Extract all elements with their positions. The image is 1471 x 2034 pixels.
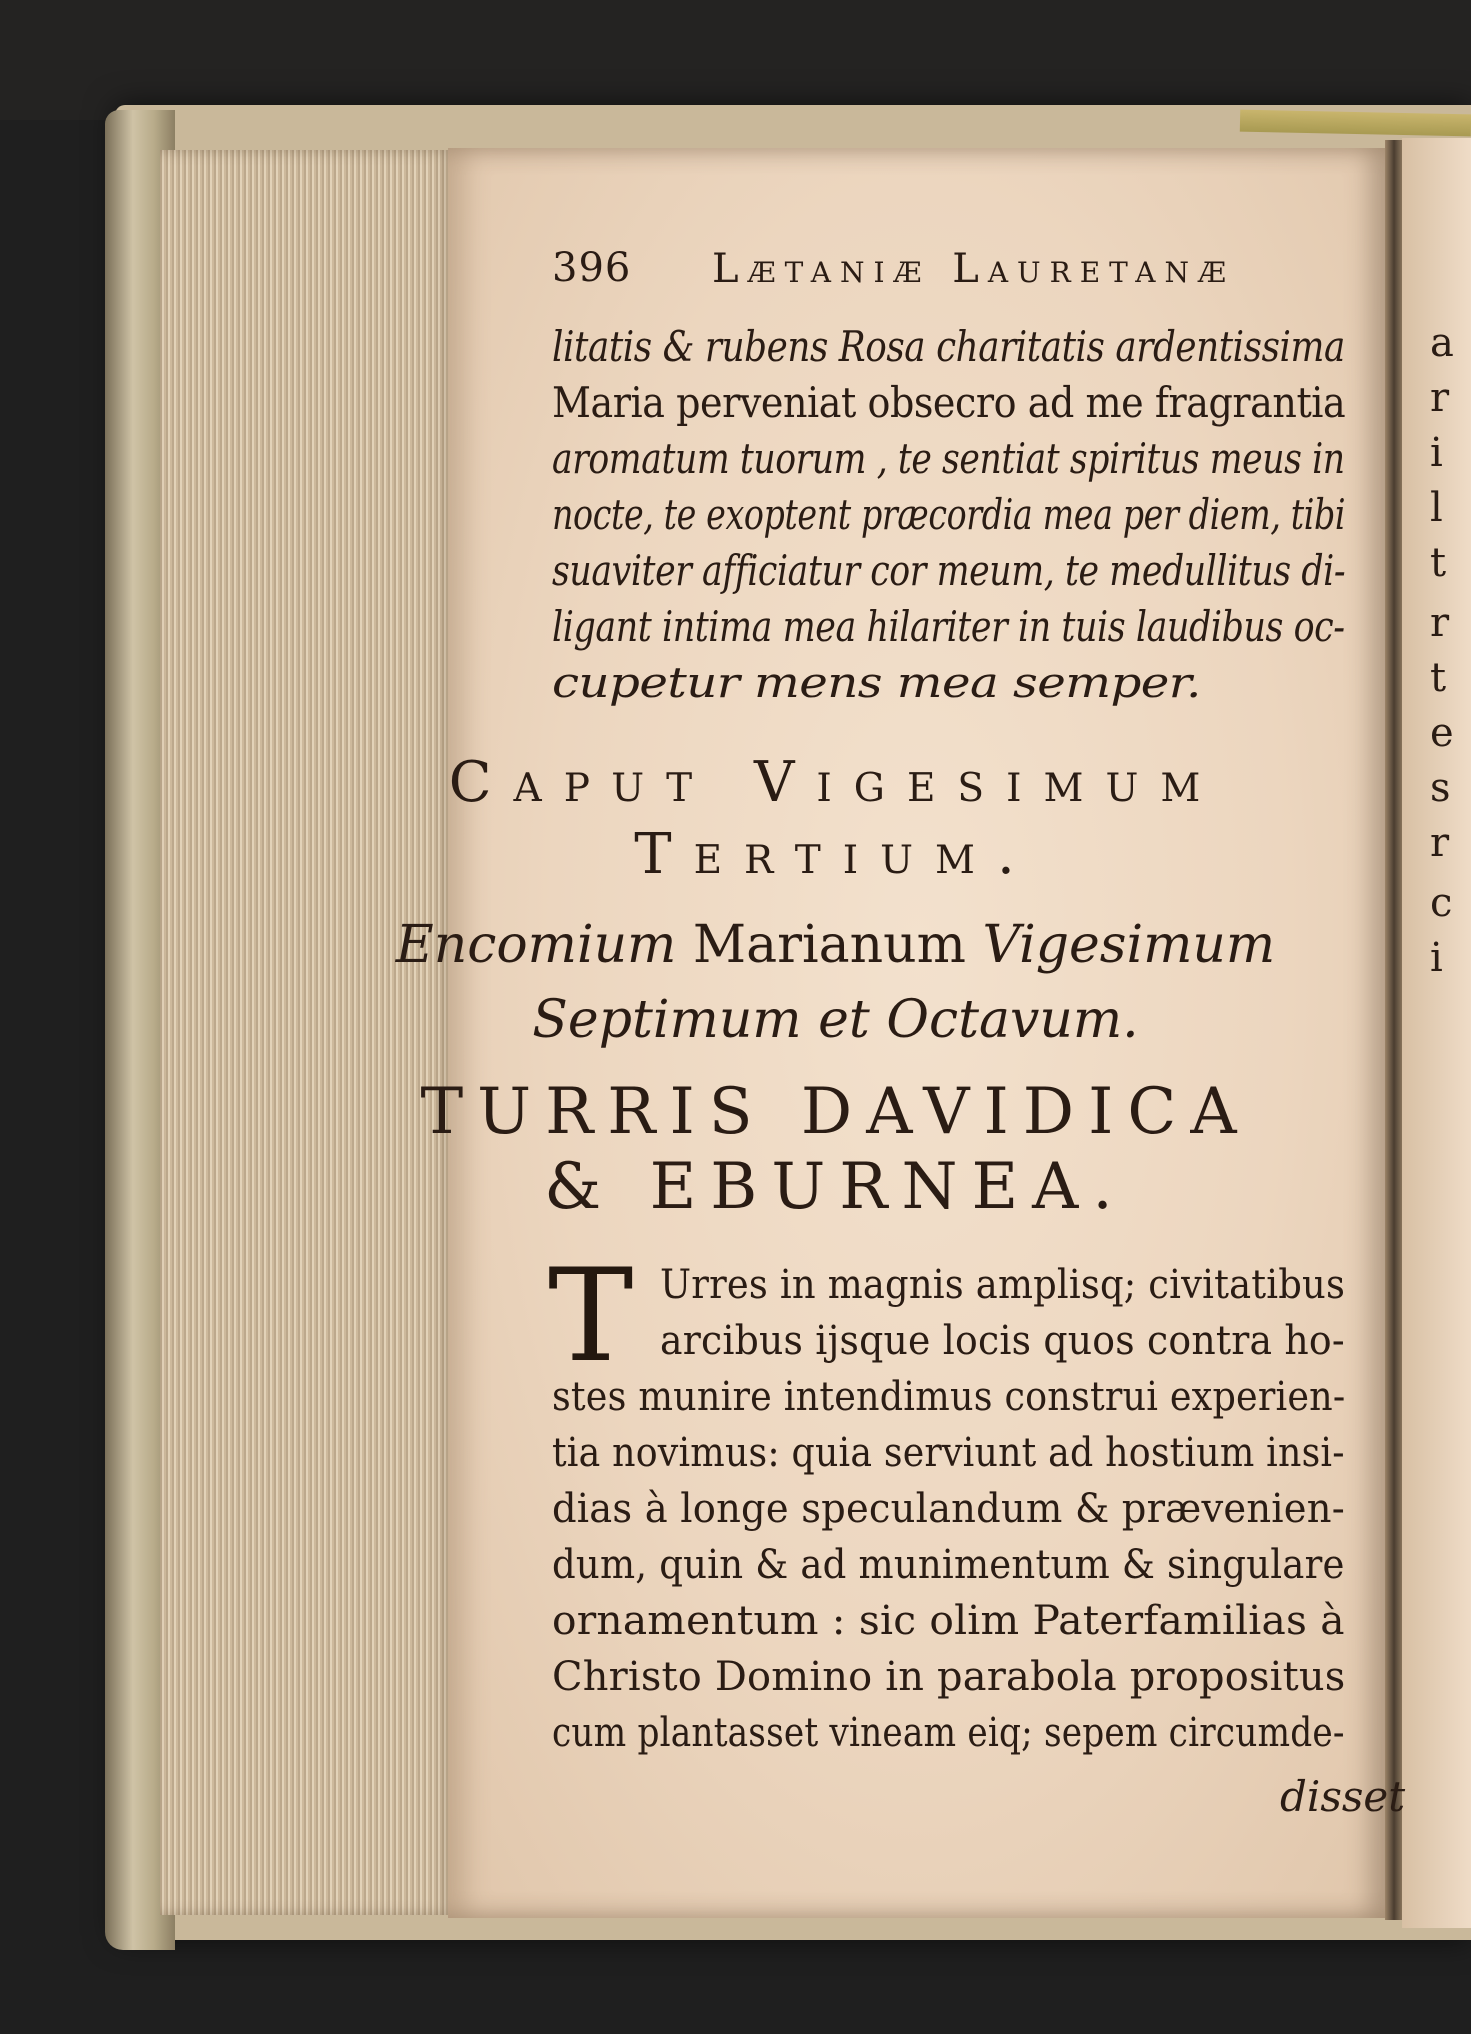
encomium-word: Encomium [395, 915, 677, 975]
facing-page-letter: s [1430, 765, 1451, 811]
catchword: disset [1280, 1772, 1406, 1821]
body-line: aromatum tuorum , te sentiat spiritus meus in [552, 434, 1345, 483]
facing-page-letter: r [1430, 375, 1450, 421]
body-line: Maria perveniat obsecro ad me fragrantia [552, 378, 1346, 427]
paragraph-line: cum plantasset vineam eiq; sepem circumde- [552, 1710, 1345, 1756]
body-line: cupetur mens mea semper. [552, 658, 1201, 707]
running-title: Lætaniæ Lauretanæ [712, 246, 1236, 292]
facing-page-letter: i [1430, 935, 1443, 981]
chapter-heading: Caput Vigesimum [448, 750, 1223, 815]
facing-page-letter: t [1430, 655, 1447, 701]
background [0, 0, 1471, 120]
encomium-word: Vigesimum [982, 915, 1276, 975]
body-line: nocte, te exoptent præcordia mea per diem, tibi [552, 490, 1346, 539]
page-number: 396 [552, 245, 632, 291]
drop-cap: T [548, 1242, 634, 1391]
facing-page-letter: c [1430, 880, 1453, 926]
paragraph-line: dum, quin & ad munimentum & singulare [552, 1542, 1345, 1588]
encomium-line-2: Septimum et Octavum. [532, 990, 1139, 1050]
paragraph-line: Urres in magnis amplisq; civitatibus [660, 1262, 1346, 1308]
paragraph-line: tia novimus: quia serviunt ad hostium insi- [552, 1430, 1345, 1476]
paragraph-line: stes munire intendimus construi experien- [552, 1374, 1346, 1420]
paragraph-line: Christo Domino in parabola propositus [552, 1654, 1346, 1700]
facing-page-letter: a [1430, 320, 1454, 366]
paragraph-line: dias à longe speculandum & prævenien- [552, 1486, 1345, 1532]
facing-page-letter: r [1430, 820, 1450, 866]
facing-page-letter: e [1430, 710, 1454, 756]
paragraph-line: ornamentum : sic olim Paterfamilias à [552, 1598, 1345, 1644]
encomium-line [0, 915, 1471, 975]
facing-page-letter: l [1430, 485, 1443, 531]
paragraph-line: arcibus ijsque locis quos contra ho- [660, 1318, 1345, 1364]
body-line: litatis & rubens Rosa charitatis ardentissima [552, 322, 1345, 371]
section-title: TURRIS DAVIDICA [420, 1075, 1251, 1149]
body-line: suaviter afficiatur cor meum, te medullitus di- [552, 546, 1346, 595]
facing-page-letter: t [1430, 540, 1447, 586]
encomium-word: Marianum [692, 915, 966, 975]
body-line: ligant intima mea hilariter in tuis laudibus oc- [552, 602, 1345, 651]
section-title-2: & EBURNEA. [544, 1150, 1127, 1224]
facing-page-letter: r [1430, 600, 1450, 646]
chapter-heading-2: Tertium. [634, 822, 1037, 887]
facing-page-letter: i [1430, 430, 1443, 476]
